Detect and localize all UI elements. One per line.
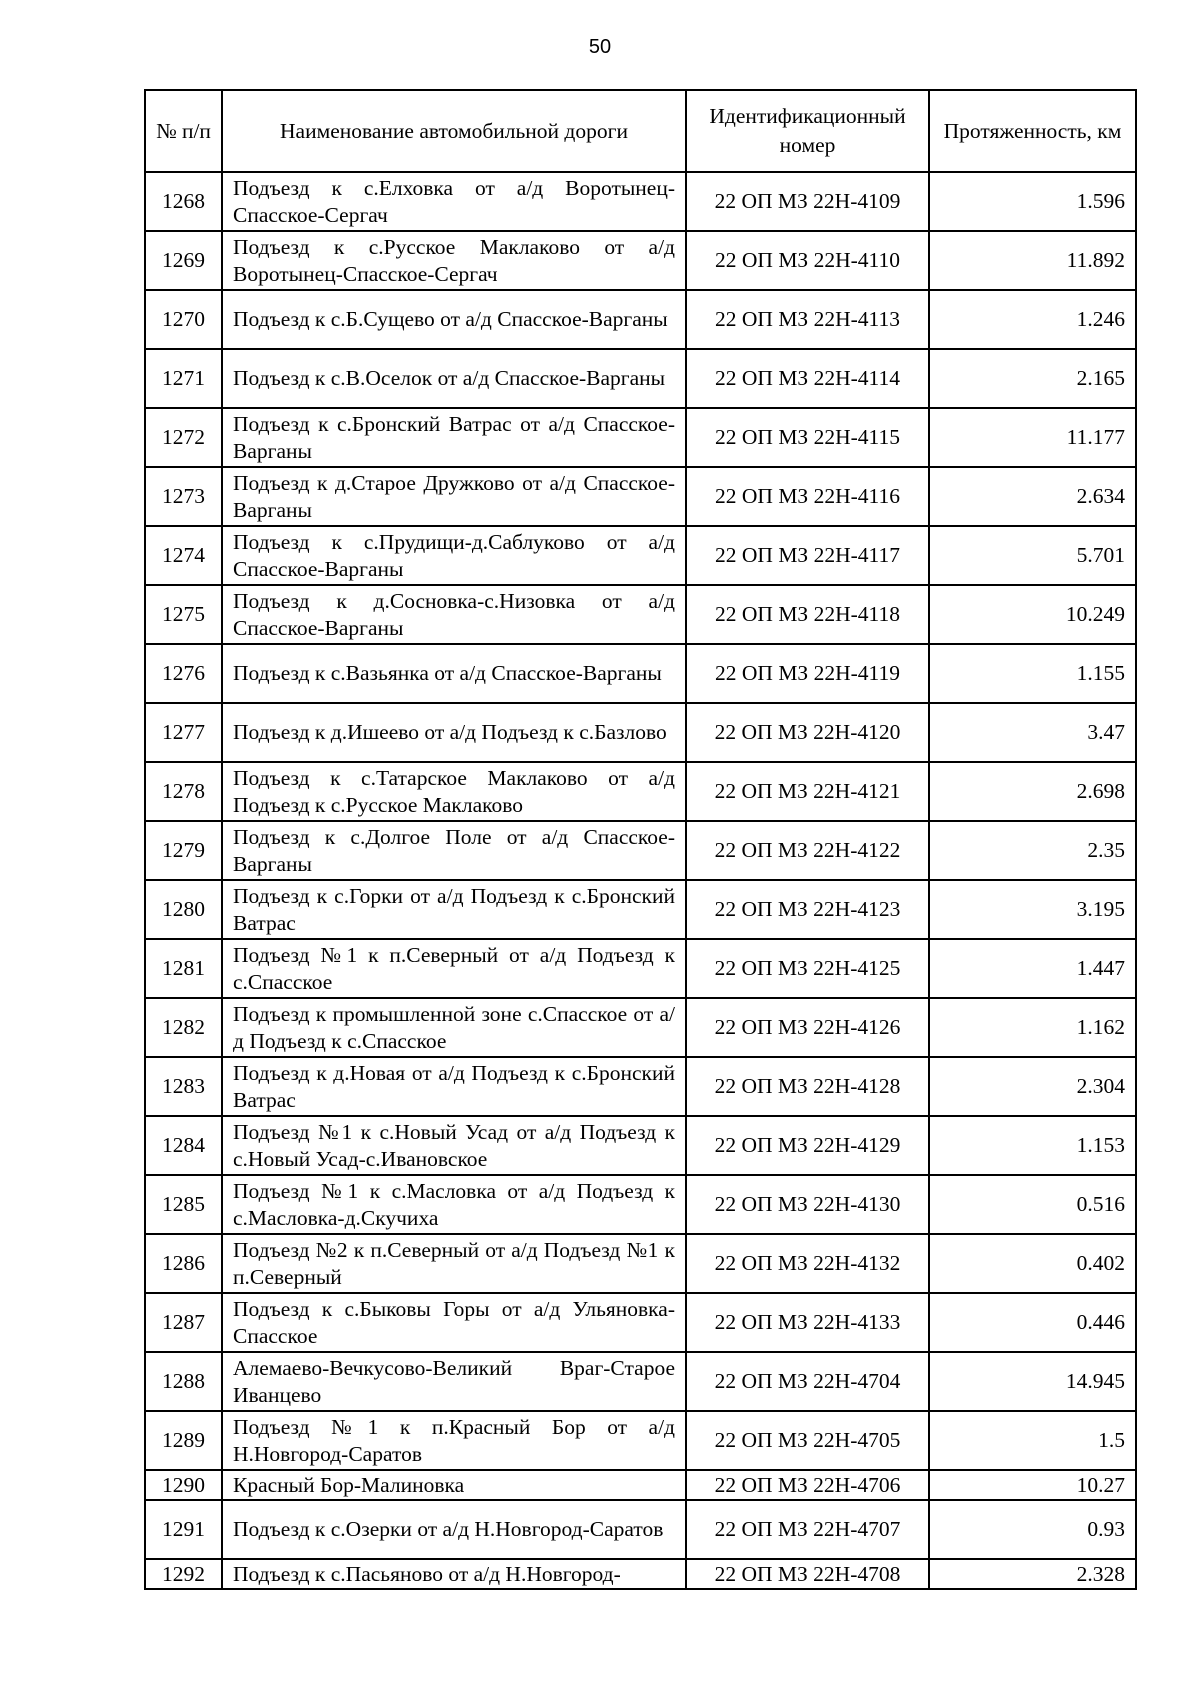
row-number: 1289 [145,1411,222,1470]
road-name: Подъезд к с.Русское Маклаково от а/д Воротынец-Спасское-Сергач [222,231,686,290]
road-name: Подъезд к с.Татарское Маклаково от а/д Подъезд к с.Русское Маклаково [222,762,686,821]
table-row [145,1559,1136,1589]
road-length: 0.93 [929,1500,1136,1559]
table-row [145,880,1136,939]
road-name: Подъезд к с.Горки от а/д Подъезд к с.Бронский Ватрас [222,880,686,939]
identification-number: 22 ОП МЗ 22Н-4705 [686,1411,929,1470]
row-number: 1287 [145,1293,222,1352]
table-row [145,998,1136,1057]
table-row [145,1175,1136,1234]
header-length: Протяженность, км [929,90,1136,172]
table-row [145,585,1136,644]
identification-number: 22 ОП МЗ 22Н-4706 [686,1470,929,1500]
road-name: Подъезд к д.Ишеево от а/д Подъезд к с.Базлово [222,703,686,762]
road-length: 11.892 [929,231,1136,290]
identification-number: 22 ОП МЗ 22Н-4110 [686,231,929,290]
identification-number: 22 ОП МЗ 22Н-4119 [686,644,929,703]
row-number: 1268 [145,172,222,231]
table-row [145,1293,1136,1352]
table-row [145,526,1136,585]
road-name: Подъезд к с.Елховка от а/д Воротынец-Спасское-Сергач [222,172,686,231]
identification-number: 22 ОП МЗ 22Н-4126 [686,998,929,1057]
table-row [145,1500,1136,1559]
page-number: 50 [588,36,612,58]
road-length: 5.701 [929,526,1136,585]
road-name: Подъезд №1 к п.Красный Бор от а/д Н.Новгород-Саратов [222,1411,686,1470]
road-name: Подъезд к с.Долгое Поле от а/д Спасское-Варганы [222,821,686,880]
row-number: 1286 [145,1234,222,1293]
row-number: 1274 [145,526,222,585]
identification-number: 22 ОП МЗ 22Н-4109 [686,172,929,231]
road-name: Подъезд к д.Новая от а/д Подъезд к с.Бронский Ватрас [222,1057,686,1116]
identification-number: 22 ОП МЗ 22Н-4123 [686,880,929,939]
road-length: 1.246 [929,290,1136,349]
road-name: Подъезд к с.Вазьянка от а/д Спасское-Варганы [222,644,686,703]
road-length: 1.5 [929,1411,1136,1470]
road-name: Красный Бор-Малиновка [222,1470,686,1500]
identification-number: 22 ОП МЗ 22Н-4125 [686,939,929,998]
table-row [145,1234,1136,1293]
header-identification-number: Идентификационный номер [686,90,929,172]
identification-number: 22 ОП МЗ 22Н-4118 [686,585,929,644]
row-number: 1284 [145,1116,222,1175]
row-number: 1279 [145,821,222,880]
road-length: 10.27 [929,1470,1136,1500]
road-length: 1.447 [929,939,1136,998]
identification-number: 22 ОП МЗ 22Н-4132 [686,1234,929,1293]
road-name: Подъезд к промышленной зоне с.Спасское от а/д Подъезд к с.Спасское [222,998,686,1057]
road-name: Подъезд к с.Быковы Горы от а/д Ульяновка-Спасское [222,1293,686,1352]
table-row [145,1352,1136,1411]
road-length: 2.304 [929,1057,1136,1116]
identification-number: 22 ОП МЗ 22Н-4708 [686,1559,929,1589]
road-length: 1.596 [929,172,1136,231]
table-row [145,1470,1136,1500]
road-length: 3.195 [929,880,1136,939]
road-length: 2.634 [929,467,1136,526]
row-number: 1291 [145,1500,222,1559]
table-row [145,231,1136,290]
row-number: 1272 [145,408,222,467]
table-row [145,821,1136,880]
road-length: 10.249 [929,585,1136,644]
row-number: 1278 [145,762,222,821]
identification-number: 22 ОП МЗ 22Н-4115 [686,408,929,467]
road-length: 14.945 [929,1352,1136,1411]
row-number: 1275 [145,585,222,644]
road-length: 2.698 [929,762,1136,821]
table-row [145,703,1136,762]
road-name: Подъезд к с.Б.Сущево от а/д Спасское-Варганы [222,290,686,349]
road-length: 0.446 [929,1293,1136,1352]
identification-number: 22 ОП МЗ 22Н-4117 [686,526,929,585]
road-length: 0.402 [929,1234,1136,1293]
road-name: Подъезд №1 к п.Северный от а/д Подъезд к с.Спасское [222,939,686,998]
row-number: 1283 [145,1057,222,1116]
row-number: 1281 [145,939,222,998]
header-road-name: Наименование автомобильной дороги [222,90,686,172]
road-length: 11.177 [929,408,1136,467]
road-name: Подъезд к с.Пасьяново от а/д Н.Новгород- [222,1559,686,1589]
identification-number: 22 ОП МЗ 22Н-4128 [686,1057,929,1116]
row-number: 1271 [145,349,222,408]
identification-number: 22 ОП МЗ 22Н-4707 [686,1500,929,1559]
row-number: 1282 [145,998,222,1057]
table-row [145,1411,1136,1470]
road-length: 3.47 [929,703,1136,762]
road-name: Подъезд к с.Бронский Ватрас от а/д Спасское-Варганы [222,408,686,467]
table-row [145,1116,1136,1175]
row-number: 1269 [145,231,222,290]
row-number: 1273 [145,467,222,526]
road-name: Подъезд к с.В.Оселок от а/д Спасское-Варганы [222,349,686,408]
identification-number: 22 ОП МЗ 22Н-4120 [686,703,929,762]
roads-table [144,89,1137,1590]
row-number: 1280 [145,880,222,939]
identification-number: 22 ОП МЗ 22Н-4122 [686,821,929,880]
road-name: Подъезд к д.Старое Дружково от а/д Спасское-Варганы [222,467,686,526]
identification-number: 22 ОП МЗ 22Н-4121 [686,762,929,821]
road-length: 1.162 [929,998,1136,1057]
road-name: Алемаево-Вечкусово-Великий Враг-Старое Иванцево [222,1352,686,1411]
road-length: 1.153 [929,1116,1136,1175]
road-length: 0.516 [929,1175,1136,1234]
road-length: 2.165 [929,349,1136,408]
identification-number: 22 ОП МЗ 22Н-4116 [686,467,929,526]
road-name: Подъезд к с.Озерки от а/д Н.Новгород-Саратов [222,1500,686,1559]
table-row [145,408,1136,467]
road-name: Подъезд к с.Прудищи-д.Саблуково от а/д Спасское-Варганы [222,526,686,585]
road-length: 2.35 [929,821,1136,880]
header-number: № п/п [145,90,222,172]
table-row [145,762,1136,821]
table-row [145,644,1136,703]
road-name: Подъезд №1 к с.Масловка от а/д Подъезд к с.Масловка-д.Скучиха [222,1175,686,1234]
road-name: Подъезд №2 к п.Северный от а/д Подъезд №1 к п.Северный [222,1234,686,1293]
identification-number: 22 ОП МЗ 22Н-4133 [686,1293,929,1352]
identification-number: 22 ОП МЗ 22Н-4130 [686,1175,929,1234]
identification-number: 22 ОП МЗ 22Н-4704 [686,1352,929,1411]
row-number: 1290 [145,1470,222,1500]
table-row [145,290,1136,349]
row-number: 1288 [145,1352,222,1411]
identification-number: 22 ОП МЗ 22Н-4129 [686,1116,929,1175]
road-name: Подъезд к д.Сосновка-с.Низовка от а/д Спасское-Варганы [222,585,686,644]
table-row [145,172,1136,231]
road-length: 2.328 [929,1559,1136,1589]
road-name: Подъезд №1 к с.Новый Усад от а/д Подъезд к с.Новый Усад-с.Ивановское [222,1116,686,1175]
table-header-row [145,90,1136,172]
row-number: 1277 [145,703,222,762]
row-number: 1270 [145,290,222,349]
identification-number: 22 ОП МЗ 22Н-4113 [686,290,929,349]
table-row [145,1057,1136,1116]
table-row [145,467,1136,526]
table-row [145,349,1136,408]
row-number: 1285 [145,1175,222,1234]
road-length: 1.155 [929,644,1136,703]
table-row [145,939,1136,998]
row-number: 1292 [145,1559,222,1589]
identification-number: 22 ОП МЗ 22Н-4114 [686,349,929,408]
row-number: 1276 [145,644,222,703]
